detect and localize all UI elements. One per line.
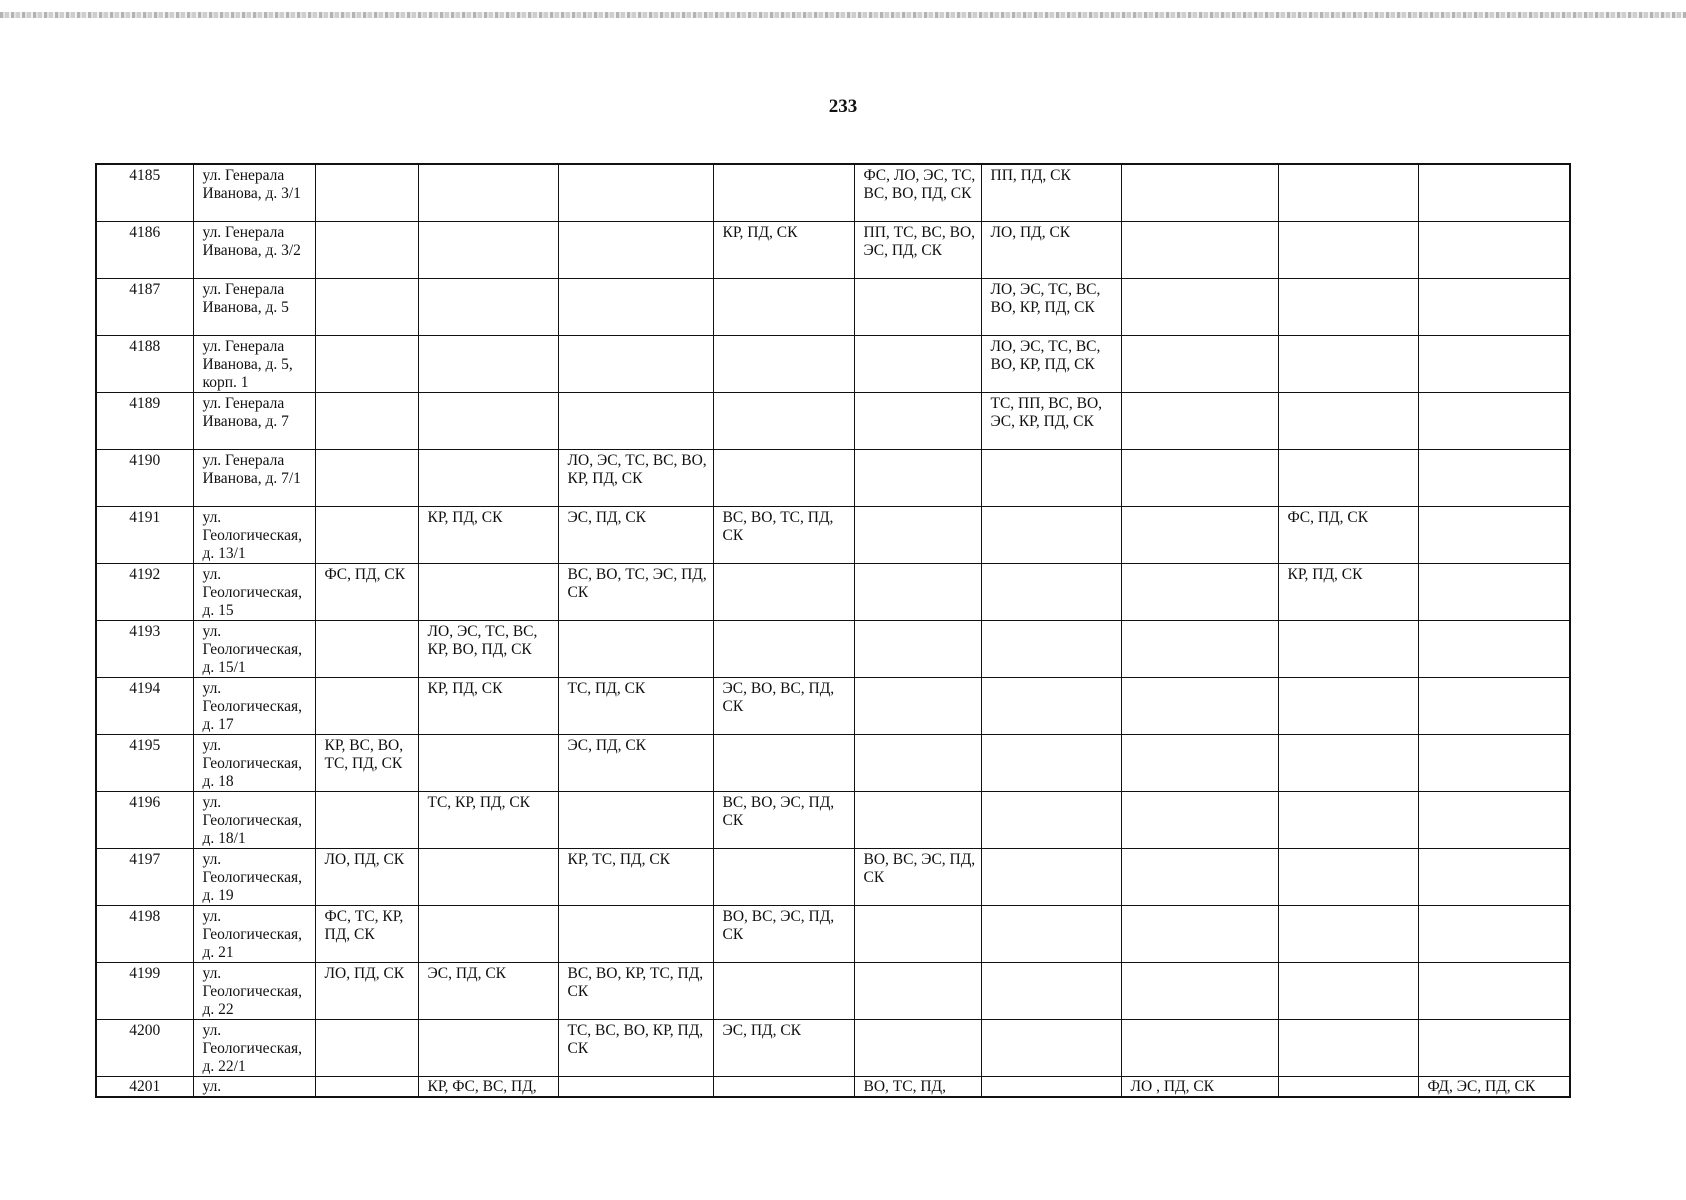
- page-number: 233: [828, 96, 858, 117]
- code-cell: [558, 336, 713, 393]
- code-cell: ФД, ЭС, ПД, СК: [1418, 1077, 1570, 1098]
- code-cell: [1278, 336, 1418, 393]
- row-number: 4201: [96, 1077, 193, 1098]
- address-cell: ул. Геологическая, д. 22/1: [193, 1020, 315, 1077]
- code-cell: [854, 1020, 981, 1077]
- table-row: [96, 678, 1570, 735]
- code-cell: [558, 279, 713, 336]
- address-cell: ул. Геологическая, д. 18: [193, 735, 315, 792]
- code-cell: ЛО, ЭС, ТС, ВС, ВО, КР, ПД, СК: [981, 279, 1121, 336]
- row-number: 4189: [96, 393, 193, 450]
- table-row: [96, 735, 1570, 792]
- code-cell: [1278, 906, 1418, 963]
- code-cell: [981, 678, 1121, 735]
- code-cell: [315, 792, 418, 849]
- code-cell: [558, 222, 713, 279]
- code-cell: [713, 393, 854, 450]
- code-cell: [713, 849, 854, 906]
- code-cell: [1418, 906, 1570, 963]
- code-cell: [558, 393, 713, 450]
- code-cell: ФС, ЛО, ЭС, ТС, ВС, ВО, ПД, СК: [854, 164, 981, 222]
- code-cell: [315, 336, 418, 393]
- code-cell: [1418, 735, 1570, 792]
- code-cell: [1278, 1020, 1418, 1077]
- address-cell: ул. Геологическая, д. 19: [193, 849, 315, 906]
- code-cell: [418, 222, 558, 279]
- code-cell: ВС, ВО, ЭС, ПД, СК: [713, 792, 854, 849]
- code-cell: ЛО, ПД, СК: [315, 963, 418, 1020]
- code-cell: [713, 164, 854, 222]
- code-cell: [418, 164, 558, 222]
- code-cell: [1278, 222, 1418, 279]
- code-cell: [1418, 564, 1570, 621]
- table-row: [96, 393, 1570, 450]
- code-cell: [315, 450, 418, 507]
- code-cell: [854, 621, 981, 678]
- row-number: 4197: [96, 849, 193, 906]
- table-row: [96, 507, 1570, 564]
- code-cell: ФС, ПД, СК: [1278, 507, 1418, 564]
- code-cell: [981, 735, 1121, 792]
- row-number: 4188: [96, 336, 193, 393]
- code-cell: [854, 735, 981, 792]
- code-cell: [713, 279, 854, 336]
- code-cell: [1121, 336, 1278, 393]
- code-cell: КР, ПД, СК: [418, 678, 558, 735]
- code-cell: [1121, 450, 1278, 507]
- table-row: [96, 849, 1570, 906]
- code-cell: [1418, 621, 1570, 678]
- code-cell: [981, 621, 1121, 678]
- row-number: 4196: [96, 792, 193, 849]
- address-cell: ул. Геологическая, д. 13/1: [193, 507, 315, 564]
- row-number: 4194: [96, 678, 193, 735]
- code-cell: [981, 792, 1121, 849]
- code-cell: [558, 164, 713, 222]
- code-cell: [854, 279, 981, 336]
- code-cell: [1418, 222, 1570, 279]
- code-cell: [1121, 849, 1278, 906]
- code-cell: [315, 279, 418, 336]
- code-cell: ТС, КР, ПД, СК: [418, 792, 558, 849]
- row-number: 4193: [96, 621, 193, 678]
- code-cell: [1418, 393, 1570, 450]
- address-cell: ул. Геологическая, д. 15/1: [193, 621, 315, 678]
- code-cell: [1278, 164, 1418, 222]
- table-row: [96, 1020, 1570, 1077]
- code-cell: [558, 792, 713, 849]
- row-number: 4187: [96, 279, 193, 336]
- address-cell: ул. Геологическая, д. 18/1: [193, 792, 315, 849]
- code-cell: [981, 450, 1121, 507]
- code-cell: [854, 792, 981, 849]
- code-cell: [1418, 507, 1570, 564]
- code-cell: [1418, 678, 1570, 735]
- table-row: [96, 564, 1570, 621]
- code-cell: [1418, 963, 1570, 1020]
- code-cell: [981, 906, 1121, 963]
- code-cell: [713, 1077, 854, 1098]
- code-cell: ЭС, ВО, ВС, ПД, СК: [713, 678, 854, 735]
- code-cell: [1278, 1077, 1418, 1098]
- code-cell: ТС, ПП, ВС, ВО, ЭС, КР, ПД, СК: [981, 393, 1121, 450]
- code-cell: ЭС, ПД, СК: [713, 1020, 854, 1077]
- code-cell: [1278, 621, 1418, 678]
- address-cell: ул. Геологическая, д. 17: [193, 678, 315, 735]
- code-cell: [315, 678, 418, 735]
- code-cell: ЛО, ЭС, ТС, ВС, КР, ВО, ПД, СК: [418, 621, 558, 678]
- code-cell: [1418, 336, 1570, 393]
- code-cell: [315, 222, 418, 279]
- code-cell: [981, 507, 1121, 564]
- code-cell: ВС, ВО, ТС, ПД, СК: [713, 507, 854, 564]
- code-cell: [558, 906, 713, 963]
- code-cell: [713, 564, 854, 621]
- code-cell: ТС, ПД, СК: [558, 678, 713, 735]
- code-cell: [1418, 849, 1570, 906]
- code-cell: ВС, ВО, КР, ТС, ПД, СК: [558, 963, 713, 1020]
- code-cell: [1278, 849, 1418, 906]
- code-cell: [1418, 1020, 1570, 1077]
- code-cell: [418, 336, 558, 393]
- table-row: [96, 621, 1570, 678]
- code-cell: [558, 1077, 713, 1098]
- table-row: [96, 450, 1570, 507]
- code-cell: ЛО, ПД, СК: [315, 849, 418, 906]
- code-cell: [854, 963, 981, 1020]
- code-cell: [854, 564, 981, 621]
- table-row: [96, 222, 1570, 279]
- code-cell: [713, 735, 854, 792]
- address-cell: ул. Геологическая, д. 22: [193, 963, 315, 1020]
- row-number: 4200: [96, 1020, 193, 1077]
- code-cell: [854, 393, 981, 450]
- address-cell: ул. Геологическая, д. 21: [193, 906, 315, 963]
- code-cell: [1121, 164, 1278, 222]
- code-cell: [981, 564, 1121, 621]
- code-cell: [1418, 279, 1570, 336]
- address-cell: ул. Генерала Иванова, д. 5, корп. 1: [193, 336, 315, 393]
- code-cell: [713, 336, 854, 393]
- code-cell: ЛО, ЭС, ТС, ВС, ВО, КР, ПД, СК: [558, 450, 713, 507]
- code-cell: [1121, 906, 1278, 963]
- code-cell: КР, ПД, СК: [418, 507, 558, 564]
- code-cell: [854, 336, 981, 393]
- code-cell: ЭС, ПД, СК: [558, 735, 713, 792]
- row-number: 4199: [96, 963, 193, 1020]
- code-cell: [981, 849, 1121, 906]
- code-cell: [981, 1077, 1121, 1098]
- code-cell: ПП, ТС, ВС, ВО, ЭС, ПД, СК: [854, 222, 981, 279]
- code-cell: ЛО, ПД, СК: [981, 222, 1121, 279]
- code-cell: ФС, ПД, СК: [315, 564, 418, 621]
- address-cell: ул. Генерала Иванова, д. 3/2: [193, 222, 315, 279]
- table-row: [96, 164, 1570, 222]
- row-number: 4198: [96, 906, 193, 963]
- table-row: [96, 279, 1570, 336]
- code-cell: [713, 621, 854, 678]
- code-cell: ФС, ТС, КР, ПД, СК: [315, 906, 418, 963]
- code-cell: [1121, 678, 1278, 735]
- code-cell: [1121, 792, 1278, 849]
- code-cell: [1418, 164, 1570, 222]
- row-number: 4195: [96, 735, 193, 792]
- address-cell: ул. Геологическая, д. 15: [193, 564, 315, 621]
- row-number: 4191: [96, 507, 193, 564]
- address-table: [95, 163, 1571, 1098]
- code-cell: [981, 963, 1121, 1020]
- code-cell: [418, 849, 558, 906]
- code-cell: [1121, 1020, 1278, 1077]
- code-cell: ЭС, ПД, СК: [418, 963, 558, 1020]
- code-cell: [1121, 393, 1278, 450]
- code-cell: ПП, ПД, СК: [981, 164, 1121, 222]
- code-cell: [1121, 222, 1278, 279]
- table-row: [96, 963, 1570, 1020]
- code-cell: [854, 678, 981, 735]
- table-row: [96, 336, 1570, 393]
- code-cell: [315, 621, 418, 678]
- code-cell: [713, 450, 854, 507]
- code-cell: [315, 1020, 418, 1077]
- code-cell: КР, ПД, СК: [713, 222, 854, 279]
- code-cell: [1121, 621, 1278, 678]
- code-cell: [315, 164, 418, 222]
- code-cell: [418, 279, 558, 336]
- row-number: 4186: [96, 222, 193, 279]
- code-cell: КР, ФС, ВС, ПД,: [418, 1077, 558, 1098]
- row-number: 4185: [96, 164, 193, 222]
- code-cell: [1278, 450, 1418, 507]
- table-body: [96, 164, 1570, 1097]
- code-cell: [1121, 507, 1278, 564]
- code-cell: [981, 1020, 1121, 1077]
- code-cell: [418, 450, 558, 507]
- code-cell: [854, 906, 981, 963]
- address-cell: ул. Генерала Иванова, д. 3/1: [193, 164, 315, 222]
- code-cell: [1121, 735, 1278, 792]
- code-cell: [418, 906, 558, 963]
- row-number: 4192: [96, 564, 193, 621]
- code-cell: [315, 1077, 418, 1098]
- scan-edge: [0, 12, 1686, 18]
- code-cell: ЭС, ПД, СК: [558, 507, 713, 564]
- code-cell: [418, 735, 558, 792]
- code-cell: [1278, 393, 1418, 450]
- code-cell: КР, ПД, СК: [1278, 564, 1418, 621]
- code-cell: ТС, ВС, ВО, КР, ПД, СК: [558, 1020, 713, 1077]
- table-row: [96, 906, 1570, 963]
- code-cell: [1278, 792, 1418, 849]
- code-cell: [1278, 678, 1418, 735]
- table-row: [96, 1077, 1570, 1098]
- code-cell: [1278, 735, 1418, 792]
- code-cell: [1121, 279, 1278, 336]
- code-cell: ВО, ТС, ПД,: [854, 1077, 981, 1098]
- code-cell: ВО, ВС, ЭС, ПД, СК: [854, 849, 981, 906]
- code-cell: [1278, 963, 1418, 1020]
- code-cell: [1121, 564, 1278, 621]
- code-cell: ЛО, ЭС, ТС, ВС, ВО, КР, ПД, СК: [981, 336, 1121, 393]
- code-cell: ВО, ВС, ЭС, ПД, СК: [713, 906, 854, 963]
- code-cell: [418, 393, 558, 450]
- table-row: [96, 792, 1570, 849]
- code-cell: [558, 621, 713, 678]
- code-cell: КР, ТС, ПД, СК: [558, 849, 713, 906]
- address-cell: ул. Генерала Иванова, д. 5: [193, 279, 315, 336]
- address-cell: ул. Генерала Иванова, д. 7: [193, 393, 315, 450]
- code-cell: [854, 450, 981, 507]
- code-cell: КР, ВС, ВО, ТС, ПД, СК: [315, 735, 418, 792]
- code-cell: [315, 393, 418, 450]
- row-number: 4190: [96, 450, 193, 507]
- address-cell: ул.: [193, 1077, 315, 1098]
- code-cell: [713, 963, 854, 1020]
- code-cell: [418, 1020, 558, 1077]
- code-cell: [418, 564, 558, 621]
- code-cell: [1418, 450, 1570, 507]
- code-cell: [1121, 963, 1278, 1020]
- code-cell: ЛО , ПД, СК: [1121, 1077, 1278, 1098]
- code-cell: [854, 507, 981, 564]
- address-cell: ул. Генерала Иванова, д. 7/1: [193, 450, 315, 507]
- code-cell: ВС, ВО, ТС, ЭС, ПД, СК: [558, 564, 713, 621]
- code-cell: [1418, 792, 1570, 849]
- code-cell: [315, 507, 418, 564]
- code-cell: [1278, 279, 1418, 336]
